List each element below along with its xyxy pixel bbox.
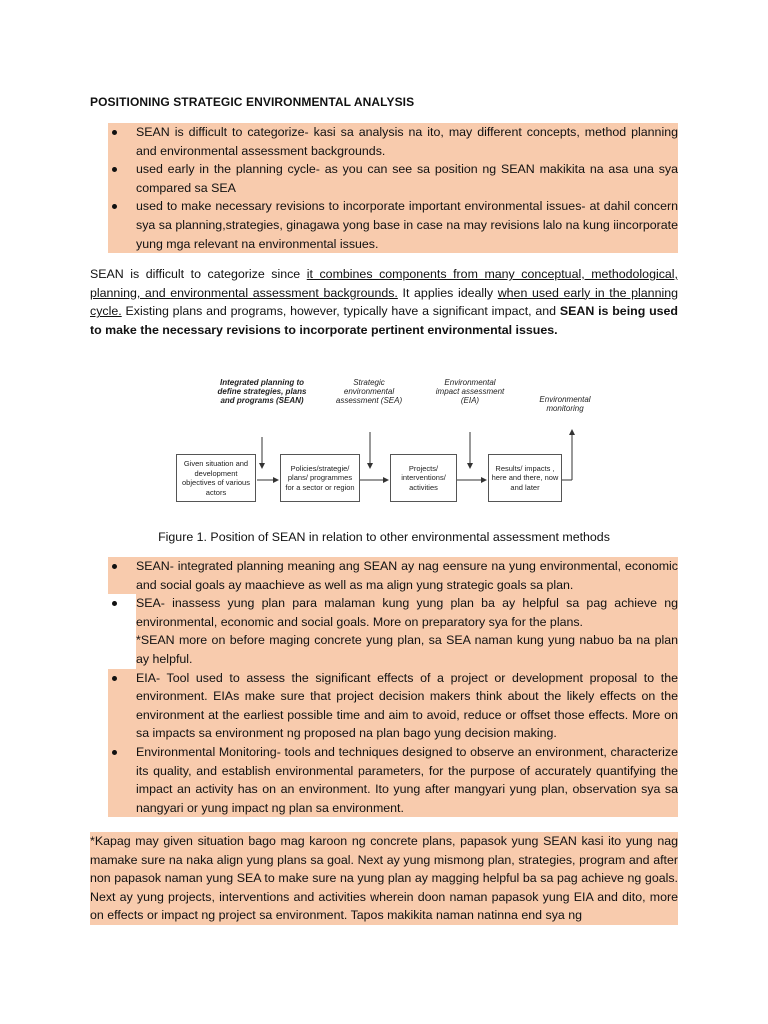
label-sea: Strategic environmental assessment (SEA)	[335, 378, 403, 405]
list-item: SEAN- integrated planning meaning ang SEAN ay nag eensure na yung environmental, economic and social goals ay maachieve as well as ma align yung strategic goals sa plan.	[108, 557, 678, 594]
sea-note: *SEAN more on before maging concrete yung plan, sa SEA naman kung yung nabuo ba na plan ay helpful.	[136, 631, 678, 668]
mid-bullet-list	[108, 557, 678, 817]
list-item: used to make necessary revisions to incorporate important environmental issues- at dahil concern sya sa planning,strategies, ginagawa yong base in case na may revisions lalo na kung iincorporate yung mga relevant na environmental issues.	[108, 197, 678, 253]
list-item: used early in the planning cycle- as you can see sa position ng SEAN makikita na asa una sya compared sa SEA	[108, 160, 678, 197]
box-policies: Policies/strategie/ plans/ programmes for a sector or region	[280, 454, 360, 502]
box-projects: Projects/ interventions/ activities	[390, 454, 457, 502]
box-given-situation: Given situation and development objectives of various actors	[176, 454, 256, 502]
figure-caption: Figure 1. Position of SEAN in relation to other environmental assessment methods	[158, 530, 610, 544]
list-item: Environmental Monitoring- tools and techniques designed to observe an environment, characterize its quality, and establish environmental parameters, for the purpose of accurately quantifying the impact an activity has on an environment. Ito yung after mangyari yung plan, observation sya sa nangyari or yung impact ng plan sa environment.	[108, 743, 678, 817]
label-eia: Environmental impact assessment (EIA)	[435, 378, 505, 405]
label-sean: Integrated planning to define strategies, plans and programs (SEAN)	[217, 378, 307, 405]
section-heading: POSITIONING STRATEGIC ENVIRONMENTAL ANALYSIS	[90, 95, 415, 109]
position-diagram	[170, 372, 600, 502]
body-paragraph-2: *Kapag may given situation bago mag karoon ng concrete plans, papasok yung SEAN kasi ito yung nag mamake sure na naka align yung plans sa goal. Next ay yung mismong plan, strategies, program and after non papasok naman yung SEA to make sure na yung plan ay magging helpful ba sa pag achieve ng goals. Next ay yung projects, interventions and activities wherein doon naman papasok yung EIA and dito, more on effects or impact ng project sa environment. Tapos makikita naman natinna end sya ng	[90, 832, 678, 925]
bullet-icon	[112, 750, 117, 755]
bullet-icon	[112, 204, 117, 209]
list-item: SEA- inassess yung plan para malaman kung yung plan ba ay helpful sa pag achieve ng environmental, economic and social goals. More on preparatory sya for the plans. *SEAN more on before maging concrete yung plan, sa SEA naman kung yung nabuo ba na plan ay helpful.	[108, 594, 678, 668]
bullet-icon	[112, 601, 117, 606]
box-results: Results/ impacts , here and there, now and later	[488, 454, 562, 502]
top-bullet-list	[108, 123, 678, 253]
list-item: SEAN is difficult to categorize- kasi sa analysis na ito, may different concepts, method planning and environmental assessment backgrounds.	[108, 123, 678, 160]
body-paragraph-1: SEAN is difficult to categorize since it combines components from many conceptual, methodological, planning, and environmental assessment backgrounds. It applies ideally when used early in the planning cycle. Existing plans and programs, however, typically have a significant impact, and SEAN is being used to make the necessary revisions to incorporate pertinent environmental issues.	[90, 267, 678, 337]
bullet-icon	[112, 676, 117, 681]
list-item: EIA- Tool used to assess the significant effects of a project or development proposal to the environment. EIAs make sure that project decision makers think about the likely effects on the environment at the earliest possible time and aim to avoid, reduce or offset those effects. More on sa impacts sa environment ng proposed na plan bago yung decision making.	[108, 669, 678, 743]
bullet-icon	[112, 130, 117, 135]
bullet-icon	[112, 167, 117, 172]
label-monitoring: Environmental monitoring	[539, 395, 591, 413]
bullet-icon	[112, 564, 117, 569]
